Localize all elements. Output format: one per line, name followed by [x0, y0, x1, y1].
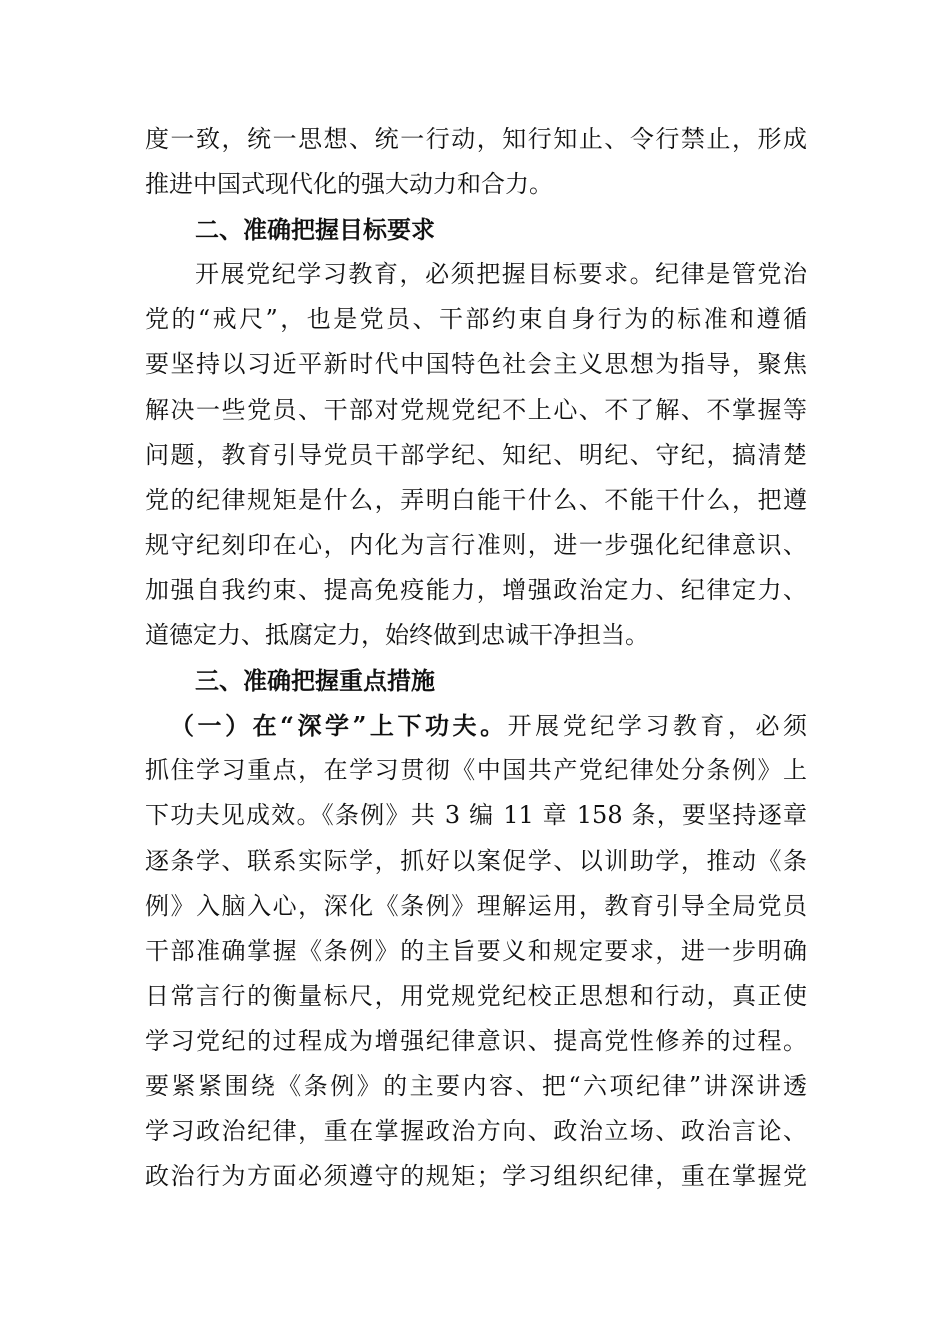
body-line: 下功夫见成效。《条例》共 3 编 11 章 158 条，要坚持逐章 [145, 801, 807, 830]
body-line [145, 703, 807, 748]
body-line: 要坚持以习近平新时代中国特色社会主义思想为指导，聚焦 [145, 350, 807, 379]
body-text: 开展党纪学习教育，必须 [507, 712, 808, 741]
body-line: 党的纪律规矩是什么，弄明白能干什么、不能干什么，把遵 [145, 485, 807, 514]
body-line: 干部准确掌握《条例》的主旨要义和规定要求，进一步明确 [145, 936, 807, 965]
body-line: 道德定力、抵腐定力，始终做到忠诚干净担当。 [145, 621, 649, 650]
subsection-heading: （一）在“深学”上下功夫。 [170, 711, 508, 741]
document-page [145, 117, 807, 1199]
body-line: 度一致，统一思想、统一行动，知行知止、令行禁止，形成 [145, 125, 807, 153]
body-line: 政治行为方面必须遵守的规矩；学习组织纪律，重在掌握党 [145, 1162, 807, 1191]
body-line: 问题，教育引导党员干部学纪、知纪、明纪、守纪，搞清楚 [145, 440, 807, 469]
body-line: 推进中国式现代化的强大动力和合力。 [145, 170, 553, 199]
body-line: 日常言行的衡量标尺，用党规党纪校正思想和行动，真正使 [145, 981, 807, 1010]
body-line: 党的“戒尺”，也是党员、干部约束自身行为的标准和遵循 [145, 305, 807, 334]
body-line: 开展党纪学习教育，必须把握目标要求。纪律是管党治 [195, 260, 807, 289]
body-line: 要紧紧围绕《条例》的主要内容、把“六项纪律”讲深讲透 [145, 1071, 807, 1100]
body-line: 抓住学习重点，在学习贯彻《中国共产党纪律处分条例》上 [145, 756, 807, 785]
body-line: 规守纪刻印在心，内化为言行准则，进一步强化纪律意识、 [145, 530, 807, 559]
body-line: 逐条学、联系实际学，抓好以案促学、以训助学，推动《条 [145, 846, 807, 875]
body-line: 解决一些党员、干部对党规党纪不上心、不了解、不掌握等 [145, 395, 807, 424]
body-line: 加强自我约束、提高免疫能力，增强政治定力、纪律定力、 [145, 575, 807, 604]
section-heading: 二、准确把握目标要求 [195, 215, 435, 245]
section-heading: 三、准确把握重点措施 [195, 666, 435, 696]
body-line: 学习政治纪律，重在掌握政治方向、政治立场、政治言论、 [145, 1117, 807, 1146]
body-line: 例》入脑入心，深化《条例》理解运用，教育引导全局党员 [145, 891, 807, 920]
body-line: 学习党纪的过程成为增强纪律意识、提高党性修养的过程。 [145, 1026, 807, 1055]
